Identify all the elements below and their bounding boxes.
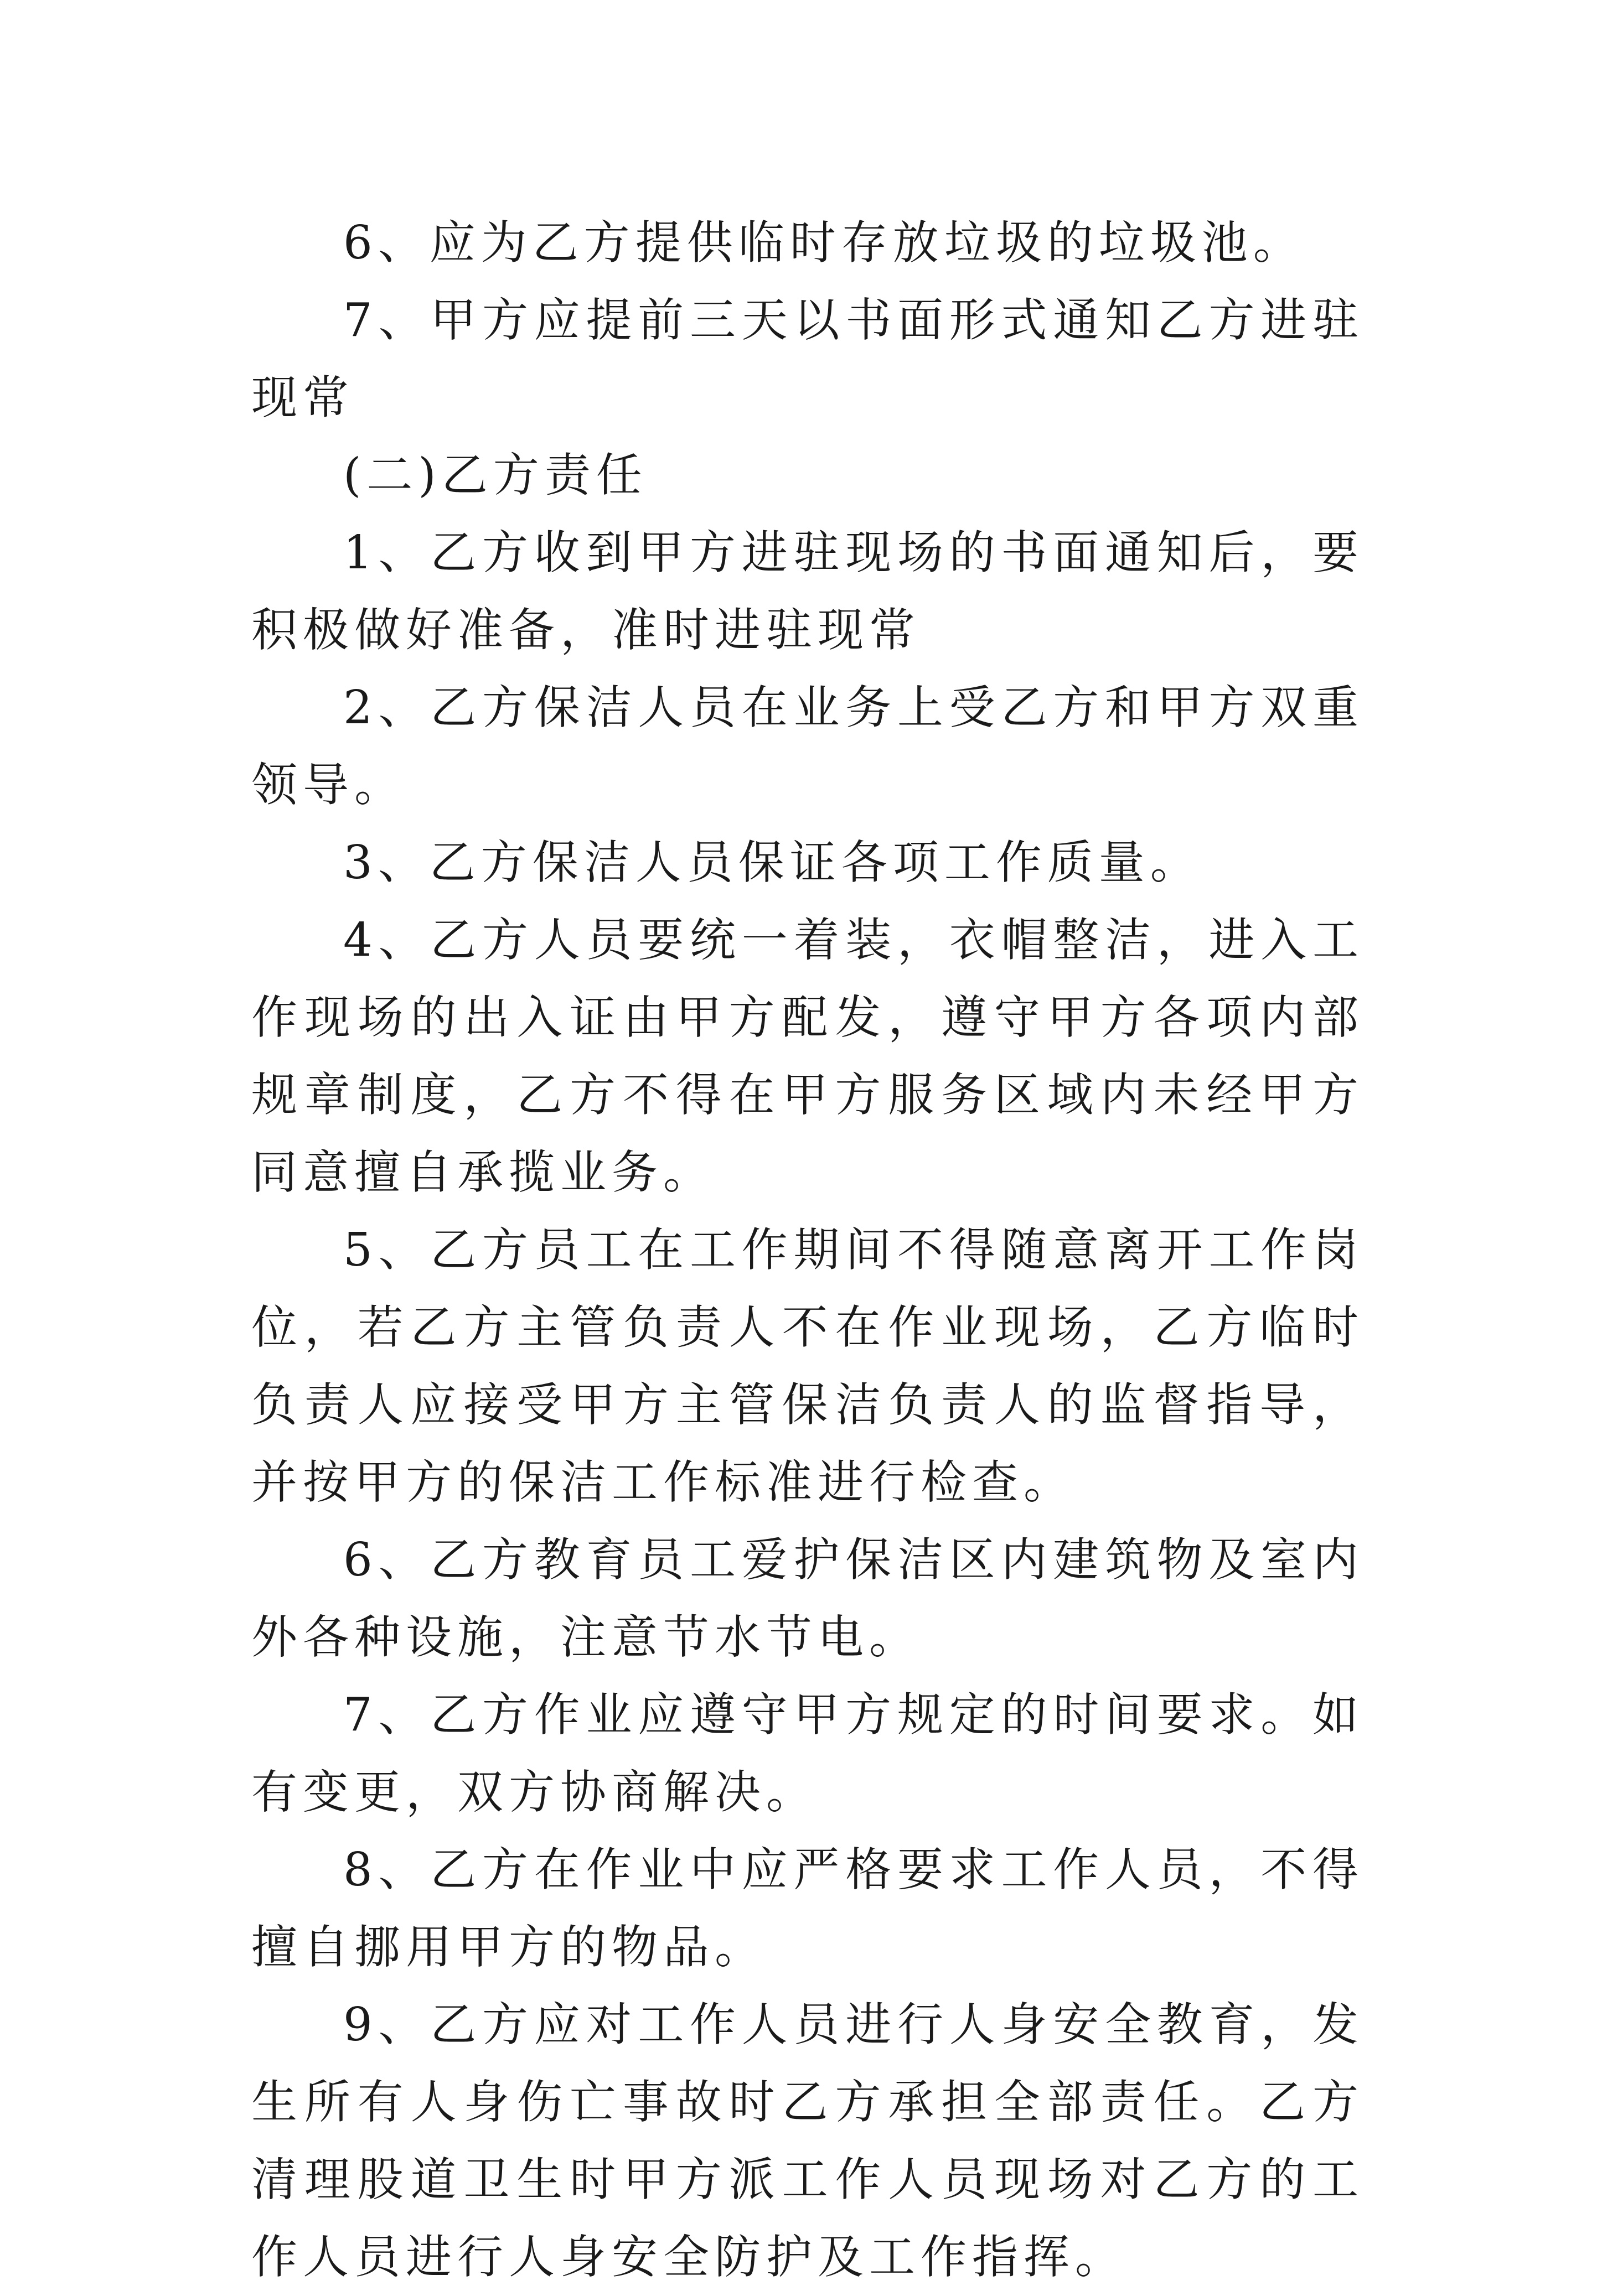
document-body: [251, 204, 1364, 2296]
paragraph-a6: 6、应为乙方提供临时存放垃圾的垃圾池。: [343, 216, 1305, 269]
paragraph-b5: 5、乙方员工在工作期间不得随意离开工作岗位，若乙方主管负责人不在作业现场，乙方临时负责人应接受甲方主管保洁负责人的监督指导，并按甲方的保洁工作标准进行检查。: [251, 1223, 1364, 1509]
paragraph-b2: 2、乙方保洁人员在业务上受乙方和甲方双重领导。: [251, 681, 1364, 812]
paragraph-b3: 3、乙方保洁人员保证各项工作质量。: [343, 836, 1202, 889]
paragraph-b1: 1、乙方收到甲方进驻现场的书面通知后，要积极做好准备，准时进驻现常: [251, 526, 1364, 657]
paragraph-b7: 7、乙方作业应遵守甲方规定的时间要求。如有变更，双方协商解决。: [251, 1688, 1364, 1819]
paragraph-b6: 6、乙方教育员工爱护保洁区内建筑物及室内外各种设施，注意节水节电。: [251, 1533, 1364, 1664]
paragraph-b4: 4、乙方人员要统一着装，衣帽整洁，进入工作现场的出入证由甲方配发，遵守甲方各项内部规章制度，乙方不得在甲方服务区域内未经甲方同意擅自承揽业务。: [251, 913, 1364, 1199]
paragraph-a7: 7、甲方应提前三天以书面形式通知乙方进驻现常: [251, 293, 1364, 424]
section-heading-party-b: (二)乙方责任: [343, 448, 648, 502]
paragraph-b9: 9、乙方应对工作人员进行人身安全教育，发生所有人身伤亡事故时乙方承担全部责任。乙方清理股道卫生时甲方派工作人员现场对乙方的工作人员进行人身安全防护及工作指挥。: [251, 1998, 1364, 2284]
paragraph-b8: 8、乙方在作业中应严格要求工作人员，不得擅自挪用甲方的物品。: [251, 1843, 1364, 1974]
